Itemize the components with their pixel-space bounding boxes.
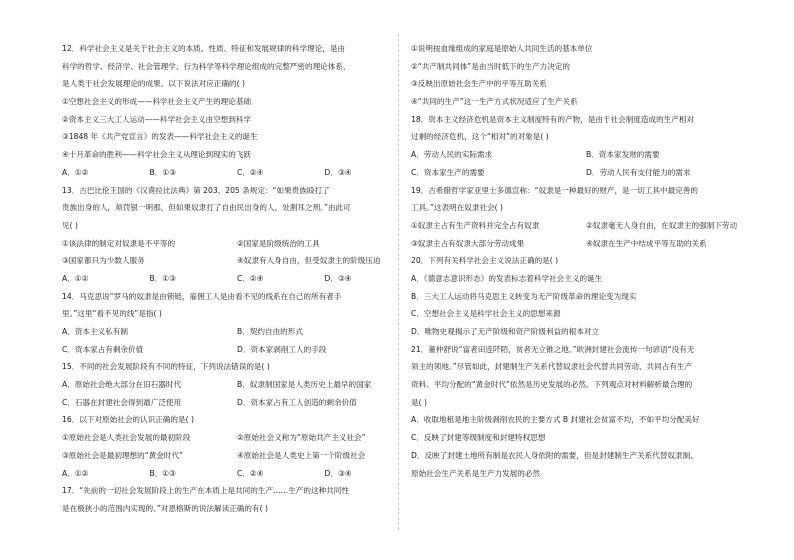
question-line: 16．以下对原始社会的认识正确的是( ) <box>62 415 194 425</box>
answer-options-row <box>411 146 761 164</box>
question-line: 18．资本主义经济危机是资本主义制度特有的产物，是由于社会制度造成的生产相对 <box>411 114 695 124</box>
question-line: ③1848 年《共产党宣言》的发表——科学社会主义的诞生 <box>62 132 258 142</box>
right-column <box>411 40 761 482</box>
answer-option: ①该法律的制定对奴隶是不平等的 <box>62 238 176 248</box>
question-line: 13．古巴比伦王国的《汉谟拉比法典》第 203、205 条规定：“如果贵族殴打了 <box>62 185 330 195</box>
answer-option: A．原始社会绝大部分在旧石器时代 <box>62 380 182 390</box>
question-line: C．反映了封建等级制度和封建特权思想 <box>411 433 546 443</box>
question-line: 15．不同的社会发展阶段有不同的特征，下列说法错误的是( ) <box>62 362 270 372</box>
answer-option: C．资本家生产的需要 <box>411 167 485 177</box>
answer-option: C．②④ <box>237 273 264 283</box>
question-line: 原始社会生产关系是生产力发展的必然 <box>411 468 541 478</box>
answer-options-row <box>62 323 412 341</box>
question-line: ①空想社会主义的形成——科学社会主义产生的理论基础 <box>62 97 252 107</box>
answer-options-row <box>62 270 412 288</box>
answer-options-row <box>411 164 761 182</box>
answer-option: D．劳动人民有支付能力的需求 <box>586 167 691 177</box>
answer-option: ④奴隶有人身自由，但受奴隶主的阶级压迫 <box>237 256 381 266</box>
question-line: 科学的哲学、经济学、社会管理学、行为科学等科学理论组成的完整严密的理论体系， <box>62 61 351 71</box>
answer-option: ②奴隶毫无人身自由，在奴隶主的强制下劳动 <box>586 220 738 230</box>
answer-option: A．①② <box>62 468 89 478</box>
answer-option: B．①③ <box>149 167 176 177</box>
question-line: 19．古希腊哲学家亚里士多德宣称：“奴隶是一种最好的财产，是一切工具中最完善的 <box>411 185 698 195</box>
answer-option: A．劳动人民的实际需求 <box>411 150 493 160</box>
answer-option: ①原始社会是人类社会发展的最初阶段 <box>62 433 191 443</box>
question-line: B．三大工人运动将马克思主义转变为无产阶级革命的理论变为现实 <box>411 291 637 301</box>
question-line: 见( ) <box>62 220 78 230</box>
answer-options-row <box>411 235 761 253</box>
left-column <box>62 40 412 518</box>
answer-option: C．②④ <box>237 167 264 177</box>
answer-option: ②原始社会又称为“原始共产主义社会” <box>237 433 366 443</box>
answer-options-row <box>62 252 412 270</box>
question-line: 14．马克思说“罗马的奴隶是由锁链，雇佣工人是由看不见的线系在自己的所有者手 <box>62 291 342 301</box>
answer-option: C．石器在封建社会得到最广泛使用 <box>62 397 182 407</box>
answer-option: ③奴隶主占有奴隶大部分劳动成果 <box>411 238 525 248</box>
question-line: 里。”这里“看不见的线”是指( ) <box>62 309 162 319</box>
question-line: 是在极狭小的范围内实现的。”对恩格斯的说法解读正确的有( ) <box>62 503 268 513</box>
question-line: 20．下列有关科学社会主义说法正确的是( ) <box>411 256 559 266</box>
answer-options-row <box>411 217 761 235</box>
answer-option: D．③④ <box>324 468 352 478</box>
answer-option: D．资本家占有工人创造的剩余价值 <box>237 397 357 407</box>
question-line: C．空想社会主义是科学社会主义的思想来源 <box>411 309 561 319</box>
question-line: ①说明按血缘组成的家庭是原始人共同生活的基本单位 <box>411 44 593 53</box>
answer-option: ②国家是阶级统治的工具 <box>237 238 320 248</box>
answer-options-row <box>62 465 412 483</box>
answer-option: ③国家都只为少数人服务 <box>62 256 145 266</box>
answer-option: A．①② <box>62 273 89 283</box>
answer-option: A．资本主义私有制 <box>62 327 128 336</box>
question-line: 工具。”这表明在奴隶社会( ) <box>411 203 504 213</box>
answer-options-row <box>62 341 412 359</box>
answer-option: D．③④ <box>324 167 352 177</box>
question-line: D．唯物史观揭示了无产阶级和资产阶级利益的根本对立 <box>411 327 600 336</box>
question-line: ②“共产制共同体”是由当时低下的生产力决定的 <box>411 61 570 71</box>
answer-option: B．①③ <box>149 468 176 478</box>
answer-option: D．③④ <box>324 273 352 283</box>
answer-option: ③原始社会是最初理想的“黄金时代” <box>62 450 183 460</box>
question-line: 贵族出身的人，须罚银一明那，但如果奴隶打了自由民出身的人，处割耳之刑。”由此可 <box>62 203 351 213</box>
question-line: ④“共同的生产”这一生产方式状况适应了生产关系 <box>411 97 578 107</box>
question-line: 资料、平均分配的“黄金时代”依然是历史发展的必然。下列观点对材料解析最合理的 <box>411 380 693 390</box>
column-divider <box>398 34 399 530</box>
answer-options-row <box>62 235 412 253</box>
question-line: 21．董仲舒说“富者田连阡陌，贫者无立锥之地。”欧洲封建社会流传一句谚语“没有无 <box>411 344 695 354</box>
question-line: ④十月革命的胜利——科学社会主义从理论到现实的飞跃 <box>62 150 252 160</box>
question-line: 是人类于社会发展理论的成果。以下说法对应正确的( ) <box>62 79 245 89</box>
question-line: 过剩的经济危机，这个“相对”的对象是( ) <box>411 132 549 142</box>
answer-options-row <box>62 447 412 465</box>
answer-option: D．资本家剥削工人的手段 <box>237 344 327 354</box>
question-line: 领主的领地。”尽管如此，封建制生产关系代替奴隶社会代替共同劳动、共同占有生产 <box>411 362 693 372</box>
question-line: 17．“先前的一切社会发展阶段上的生产在本质上是共同的生产……生产的这种共同性 <box>62 486 349 496</box>
answer-option: B．奴隶制国家是人类历史上最早的国家 <box>237 380 372 390</box>
answer-option: C．②④ <box>237 468 264 478</box>
answer-option: B．契约自由的形式 <box>237 327 303 336</box>
answer-options-row <box>62 164 412 182</box>
question-line: 12．科学社会主义是关于社会主义的本质、性质、特征和发展规律的科学理论，是由 <box>62 44 346 53</box>
answer-options-row <box>62 376 412 394</box>
question-line: D．反映了封建土地所有制是农民人身依附的需要，但是封建制生产关系代替奴隶制、 <box>411 450 698 460</box>
question-line: ②资本主义三大工人运动——科学社会主义由空想到科学 <box>62 114 252 124</box>
answer-option: ④原始社会是人类史上第一个阶级社会 <box>237 450 366 460</box>
answer-option: C．资本家占有剩余价值 <box>62 344 144 354</box>
answer-option: ④奴隶在生产中结成平等互助的关系 <box>586 238 707 248</box>
question-line: ③反映出原始社会生产中的平等互助关系 <box>411 79 547 89</box>
answer-option: B．①③ <box>149 273 176 283</box>
question-line: 是( ) <box>411 397 427 407</box>
answer-option: B．资本家发财的需要 <box>586 150 660 160</box>
question-line: A．收取地租是地主阶级剥削农民的主要方式 B 封建社会贫富不均，不如平均分配美好 <box>411 415 700 425</box>
answer-option: ①奴隶主占有生产资料并完全占有奴隶 <box>411 220 540 230</box>
answer-option: A．①② <box>62 167 89 177</box>
question-line: A．《德意志意识形态》的发表标志着科学社会主义的诞生 <box>411 273 603 283</box>
answer-options-row <box>62 429 412 447</box>
answer-options-row <box>62 394 412 412</box>
